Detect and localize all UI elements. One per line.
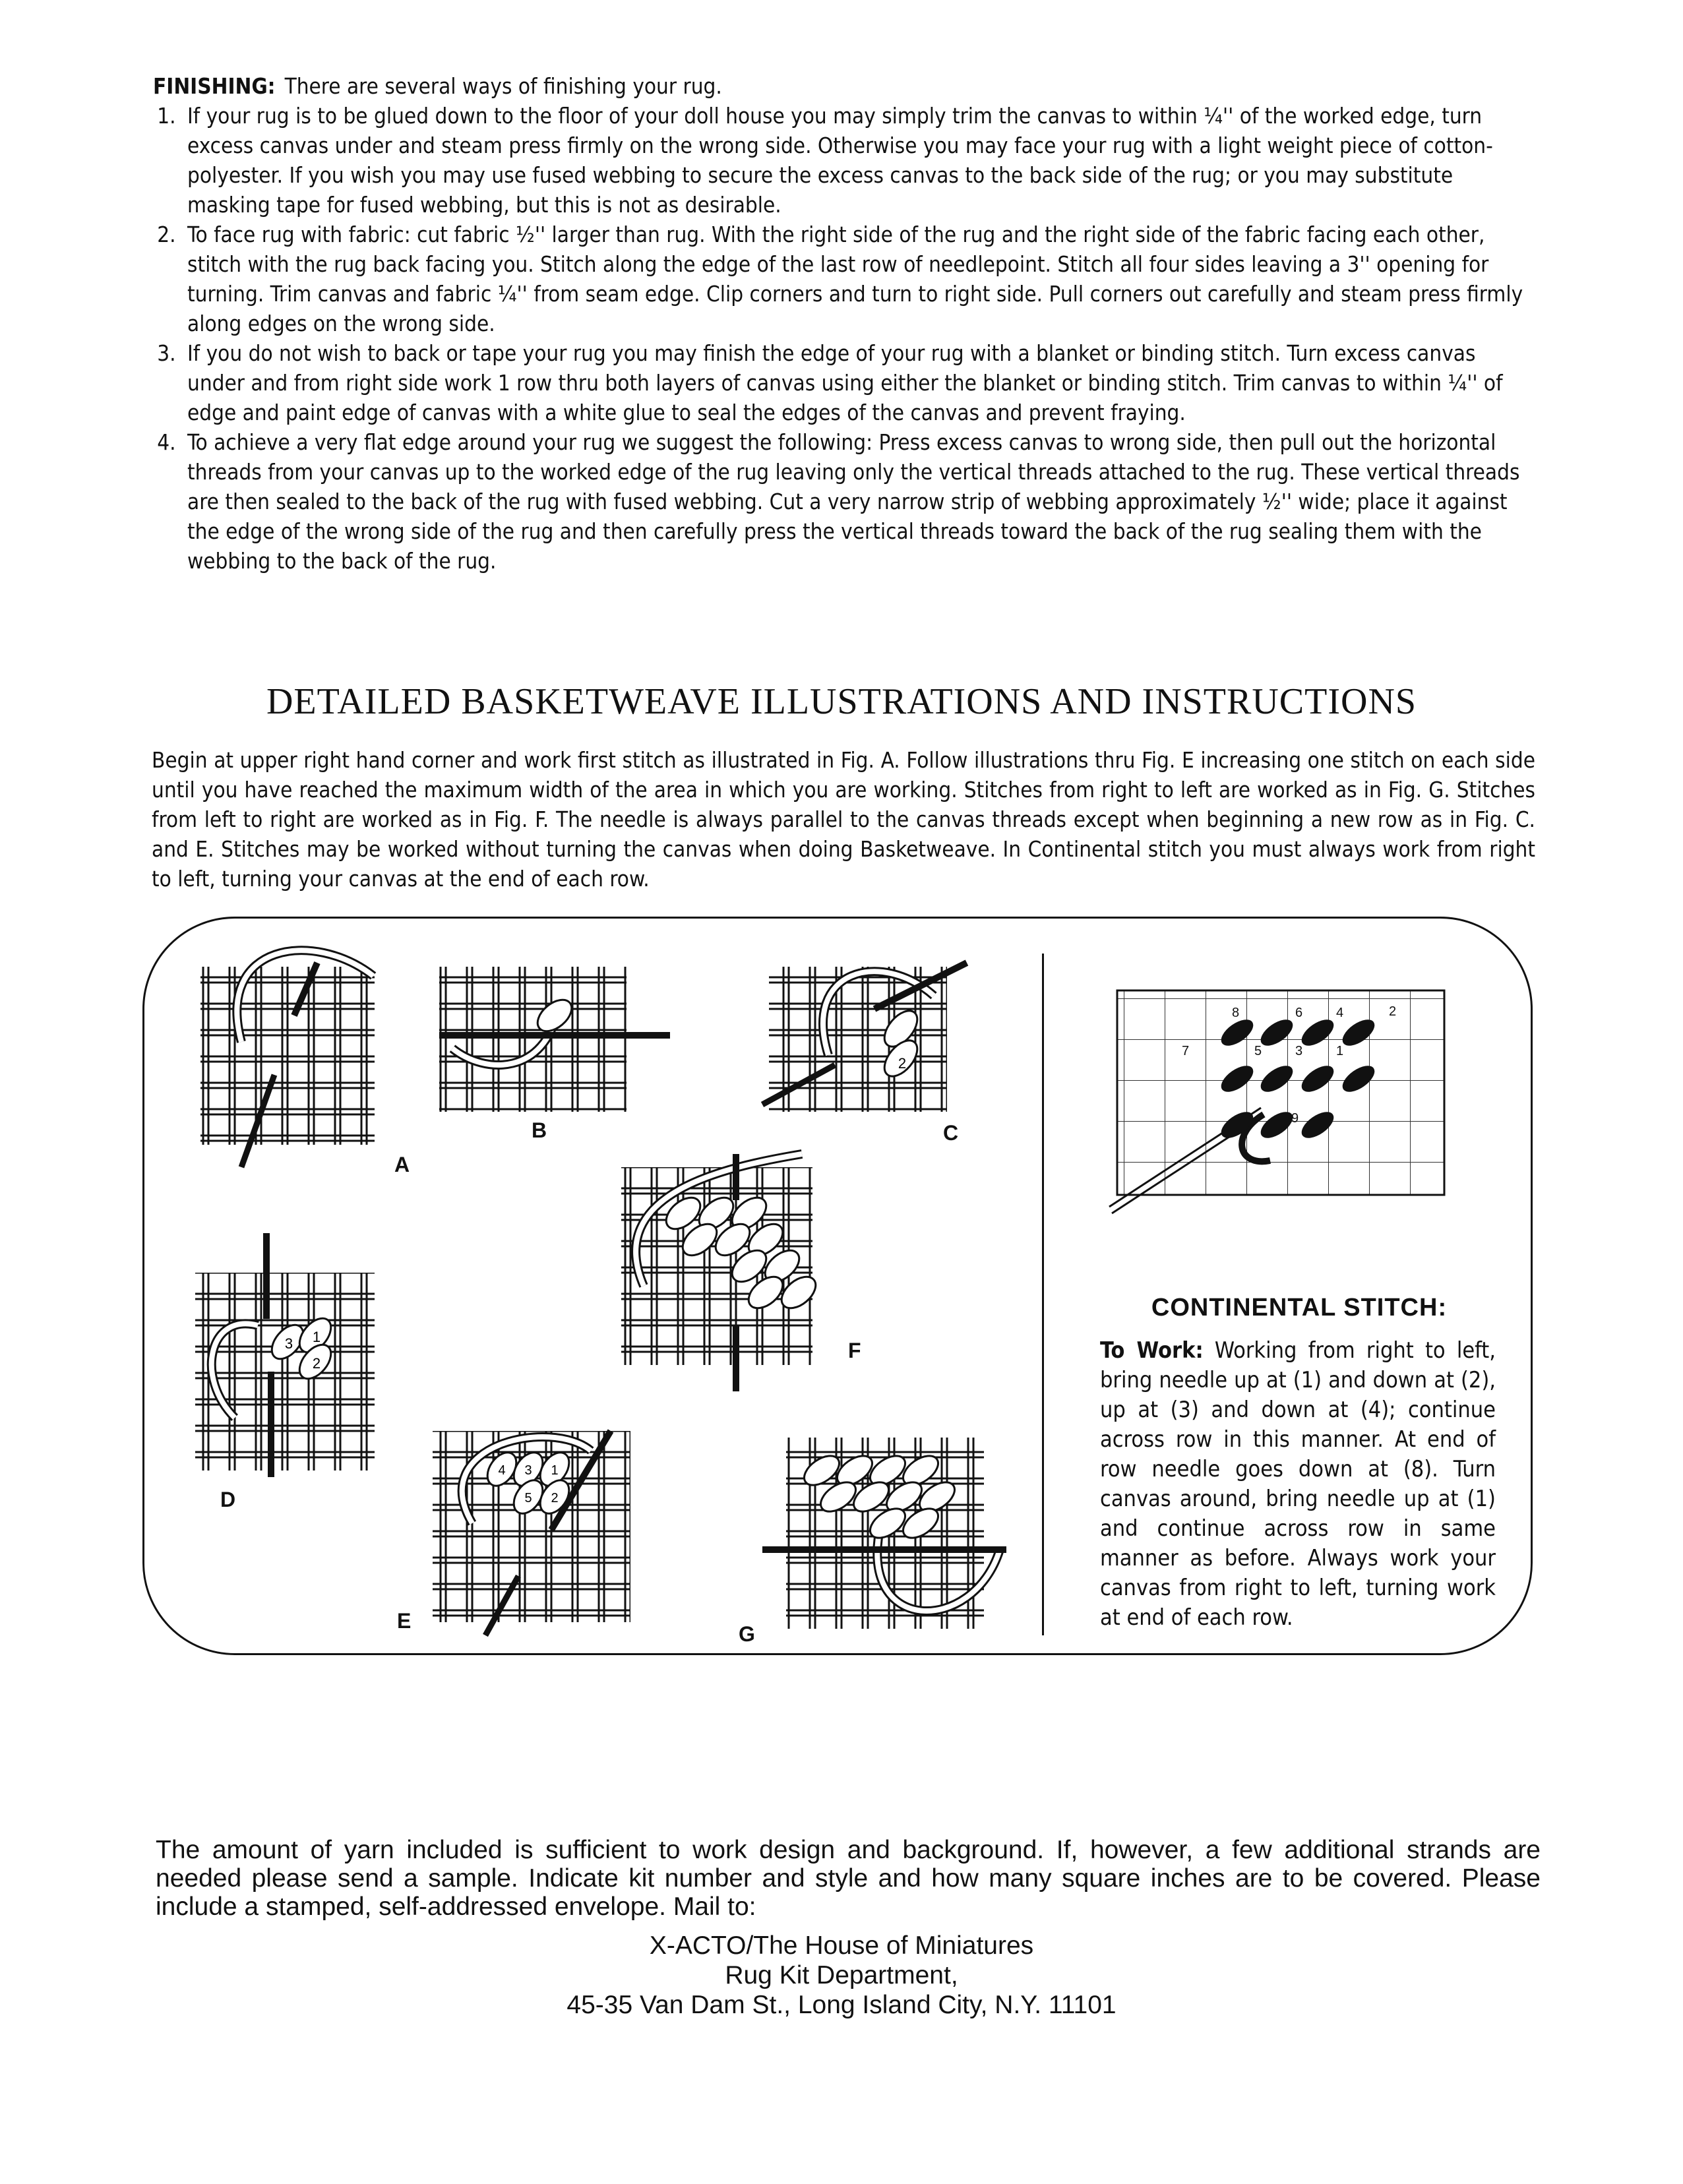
- figure-g: [762, 1438, 1006, 1629]
- fig-e-stitch-3: 3: [524, 1463, 532, 1478]
- cont-stitch-7: 7: [1182, 1044, 1190, 1058]
- to-work-label: To Work:: [1100, 1337, 1204, 1364]
- yarn-note: The amount of yarn included is sufficient to work design and background. If, however, a few additional strands are needed please send a sample. Indicate kit number and style and how many square inches are to be covered. Please include a stamped, self-addressed envelope. Mail to:: [156, 1836, 1541, 1921]
- figure-f: [621, 1154, 822, 1391]
- fig-d-stitch-3: 3: [284, 1335, 293, 1352]
- fig-d-stitch-1: 1: [312, 1329, 321, 1345]
- fig-e-stitch-5: 5: [524, 1491, 532, 1505]
- fig-label-a: A: [394, 1153, 410, 1176]
- fig-e-stitch-4: 4: [498, 1463, 506, 1478]
- cont-stitch-2: 2: [1389, 1004, 1397, 1019]
- fig-d-stitch-2: 2: [312, 1355, 321, 1372]
- cont-stitch-1: 1: [1336, 1044, 1344, 1058]
- figure-e: [433, 1431, 630, 1635]
- basketweave-heading: DETAILED BASKETWEAVE ILLUSTRATIONS AND INSTRUCTIONS: [266, 681, 1417, 722]
- finishing-lead-text: There are several ways of finishing your rug.: [284, 73, 722, 99]
- finishing-item-3: 3. If you do not wish to back or tape your rug you may finish the edge of your rug with a blanket or binding stitch. Turn excess canvas under and from right side work 1 row thru both layers of canvas using either the blanket or binding stitch. Trim canvas to within ¼'' of edge and paint edge of canvas with a white glue to seal the edges of the canvas and prevent fraying.: [182, 338, 1538, 427]
- finishing-item-2: 2. To face rug with fabric: cut fabric ½'' larger than rug. With the right side of the rug and the right side of the fabric facing each other, stitch with the rug back facing you. Stitch along the edge of the last row of needlepoint. Stitch all four sides leaving a 3'' opening for turning. Trim canvas and fabric ¼'' from seam edge. Clip corners and turn to right side. Pull corners out carefully and steam press firmly along edges on the wrong side.: [182, 220, 1538, 338]
- continental-text: Working from right to left, bring needle up at (1) and down at (2), up at (3) and down at (4); continue across row in this manner. At end of row needle goes down at (8). Turn canvas around, bring needle up at (1) and continue across row in same manner as before. Always work your canvas from right to left, turning work at end of each row.: [1100, 1337, 1496, 1631]
- fig-label-g: G: [739, 1622, 755, 1646]
- cont-stitch-6: 6: [1295, 1006, 1303, 1020]
- figure-a: [200, 950, 375, 1167]
- cont-stitch-8: 8: [1232, 1006, 1240, 1020]
- fig-label-e: E: [397, 1609, 412, 1633]
- cont-stitch-9: 9: [1291, 1111, 1299, 1126]
- fig-label-b: B: [532, 1118, 547, 1142]
- finishing-list: [153, 101, 1538, 576]
- continental-figure: [1109, 990, 1444, 1213]
- fig-c-stitch-2: 2: [898, 1055, 907, 1072]
- address-line-2: Rug Kit Department,: [725, 1961, 958, 1989]
- finishing-section: [153, 71, 1538, 576]
- basketweave-intro: Begin at upper right hand corner and work first stitch as illustrated in Fig. A. Follow illustrations thru Fig. E increasing one stitch on each side until you have reached the maximum width of the area in which you are working. Stitches from right to left are worked as in Fig. G. Stitches from left to right are worked as in Fig. F. The needle is always parallel to the canvas threads except when beginning a new row as in Fig. C. and E. Stitches may be worked without turning the canvas when doing Basketweave. In Continental stitch you must always work from right to left, turning your canvas at the end of each row.: [152, 747, 1535, 892]
- fig-e-stitch-1: 1: [551, 1463, 559, 1478]
- figure-d: [195, 1233, 375, 1477]
- finishing-label: FINISHING:: [153, 73, 276, 99]
- finishing-lead: [153, 71, 1538, 101]
- address-line-1: X-ACTO/The House of Miniatures: [649, 1931, 1034, 1960]
- continental-title: CONTINENTAL STITCH:: [1151, 1294, 1448, 1321]
- figure-c: [762, 963, 967, 1112]
- fig-label-c: C: [943, 1121, 959, 1145]
- fig-label-f: F: [848, 1339, 861, 1362]
- cont-stitch-4: 4: [1336, 1006, 1344, 1020]
- continental-instructions: [1100, 1336, 1496, 1633]
- finishing-item-4: 4. To achieve a very flat edge around your rug we suggest the following: Press excess canvas to wrong side, then pull out the horizontal threads from your canvas up to the worked edge of the rug leaving only the vertical threads attached to the rug. These vertical threads are then sealed to the back of the rug with fused webbing. Cut a very narrow strip of webbing approximately ½'' wide; place it against the edge of the wrong side of the rug and then carefully press the vertical threads toward the back of the rug sealing them with the webbing to the back of the rug.: [182, 427, 1538, 576]
- cont-stitch-3: 3: [1295, 1044, 1303, 1058]
- cont-stitch-5: 5: [1254, 1044, 1262, 1058]
- fig-label-d: D: [220, 1488, 236, 1511]
- mailing-address: [0, 1931, 1683, 2020]
- fig-e-stitch-2: 2: [551, 1491, 559, 1505]
- finishing-item-1: 1. If your rug is to be glued down to the floor of your doll house you may simply trim the canvas to within ¼'' of the worked edge, turn excess canvas under and steam press firmly on the wrong side. Otherwise you may face your rug with a light weight piece of cotton-polyester. If you wish you may use fused webbing to secure the excess canvas to the back side of the rug; or you may substitute masking tape for fused webbing, but this is not as desirable.: [182, 101, 1538, 220]
- figure-b: [439, 967, 670, 1112]
- address-line-3: 45-35 Van Dam St., Long Island City, N.Y. 11101: [566, 1991, 1117, 2019]
